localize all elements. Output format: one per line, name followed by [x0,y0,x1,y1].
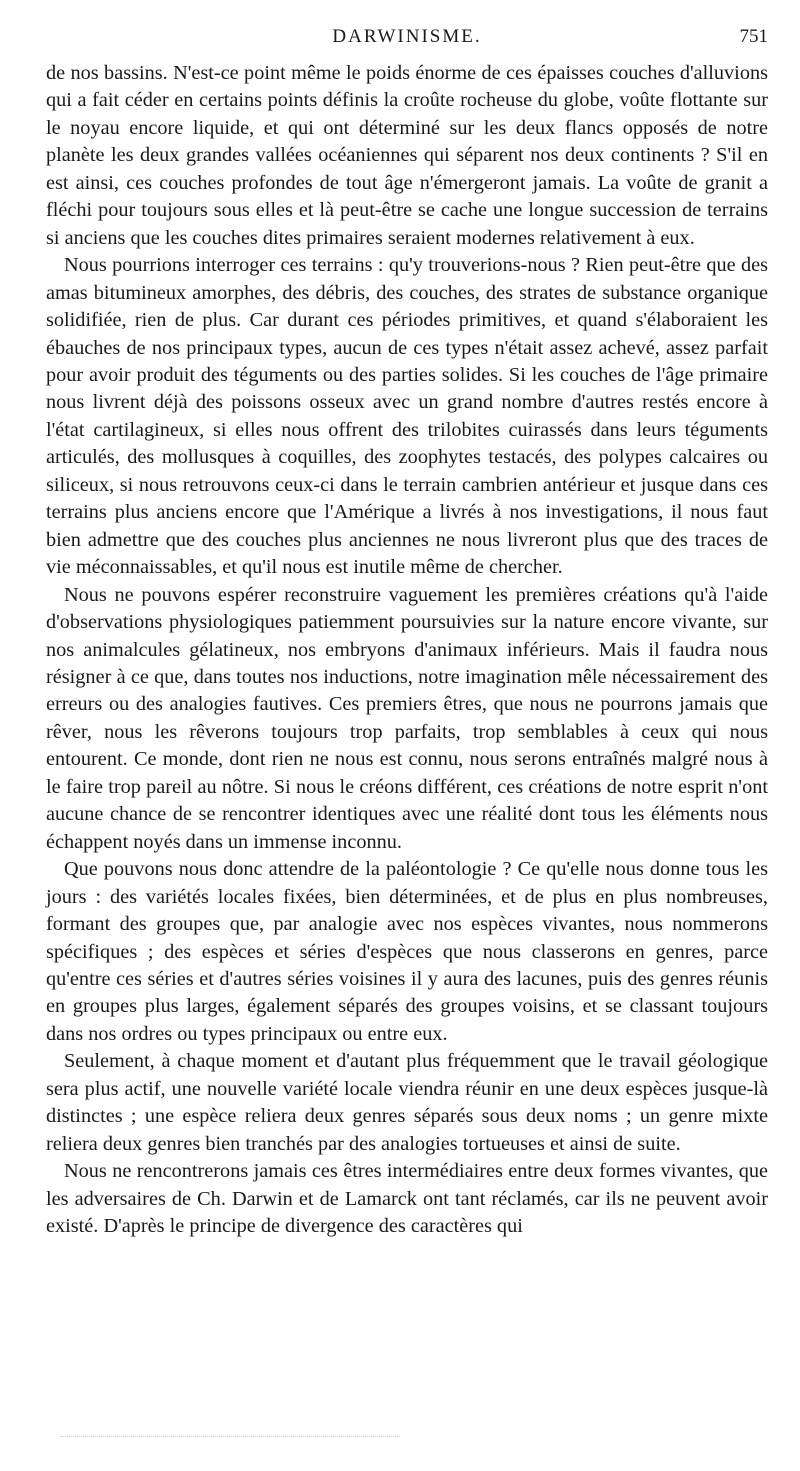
running-title: DARWINISME. [332,26,482,47]
paragraph-continued: de nos bassins. N'est-ce point même le poids énorme de ces épaisses couches d'alluvions qui a fait céder en certains points définis la croûte rocheuse du globe, voûte flottante sur le noyau encore liquide, et qui ont déterminé sur les deux flancs opposés de notre planète les deux grandes vallées océaniennes qui séparent nos deux continents ? S'il en est ainsi, ces couches profondes de tout âge n'émergeront jamais. La voûte de granit a fléchi pour toujours sous elles et là peut-être se cache une longue succession de terrains si anciens que les couches dites primaires seraient modernes relativement à eux. [46,62,768,249]
scan-artifact [60,1436,400,1443]
page-number: 751 [739,26,768,47]
body-text [46,60,768,1240]
paragraph: Nous pourrions interroger ces terrains : qu'y trouverions-nous ? Rien peut-être que des amas bitumineux amorphes, des débris, des couches, des strates de substance organique solidifiée, rien de plus. Car durant ces périodes primitives, et quand s'élaboraient les ébauches de nos principaux types, aucun de ces types n'était assez achevé, assez parfait pour avoir produit des téguments ou des parties solides. Si les couches de l'âge primaire nous livrent déjà des poissons osseux avec un grand nombre d'autres restés encore à l'état cartilagineux, si elles nous offrent des trilobites cuirassés dans leurs téguments articulés, des mollusques à coquilles, des zoophytes testacés, des polypes calcaires ou siliceux, si nous retrouvons ceux-ci dans le terrain cambrien antérieur et jusque dans ces terrains plus anciens encore que l'Amérique a livrés à nos investigations, il nous faut bien admettre que des couches plus anciennes ne nous livreront plus que des traces de vie méconnaissables, et qu'il nous est inutile même de chercher. [46,254,768,579]
paragraph: Nous ne rencontrerons jamais ces êtres intermédiaires entre deux formes vivantes, que les adversaires de Ch. Darwin et de Lamarck ont tant réclamés, car ils ne peuvent avoir existé. D'après le principe de divergence des caractères qui [46,1160,768,1238]
running-head [46,26,768,60]
paragraph: Nous ne pouvons espérer reconstruire vaguement les premières créations qu'à l'aide d'observations physiologiques patiemment poursuivies sur la nature encore vivante, sur nos animalcules gélatineux, nos embryons d'animaux inférieurs. Mais il faudra nous résigner à ce que, dans toutes nos inductions, notre imagination mêle nécessairement des erreurs ou des analogies fautives. Ces premiers êtres, que nous ne pourrons jamais que rêver, nous les rêverons toujours trop parfaits, trop semblables à ceux qui nous entourent. Ce monde, dont rien ne nous est connu, nous serons entraînés malgré nous à le faire trop pareil au nôtre. Si nous le créons différent, ces créations de notre esprit n'ont aucune chance de se rencontrer identiques avec une réalité dont tous les éléments nous échappent noyés dans un immense inconnu. [46,583,768,853]
paragraph: Seulement, à chaque moment et d'autant plus fréquemment que le travail géologique sera plus actif, une nouvelle variété locale viendra réunir en une deux espèces jusque-là distinctes ; une espèce reliera deux genres séparés sous deux noms ; un genre mixte reliera deux genres bien tranchés par des analogies tortueuses et ainsi de suite. [46,1050,768,1155]
paragraph: Que pouvons nous donc attendre de la paléontologie ? Ce qu'elle nous donne tous les jours : des variétés locales fixées, bien déterminées, et de plus en plus nombreuses, formant des groupes que, par analogie avec nos espèces vivantes, nous nommerons spécifiques ; des espèces et séries d'espèces que nous classerons en genres, parce qu'entre ces séries et d'autres séries voisines il y aura des lacunes, puis des genres réunis en groupes plus larges, également séparés des groupes voisins, et se classant toujours dans nos ordres ou types principaux ou entre eux. [46,858,768,1045]
